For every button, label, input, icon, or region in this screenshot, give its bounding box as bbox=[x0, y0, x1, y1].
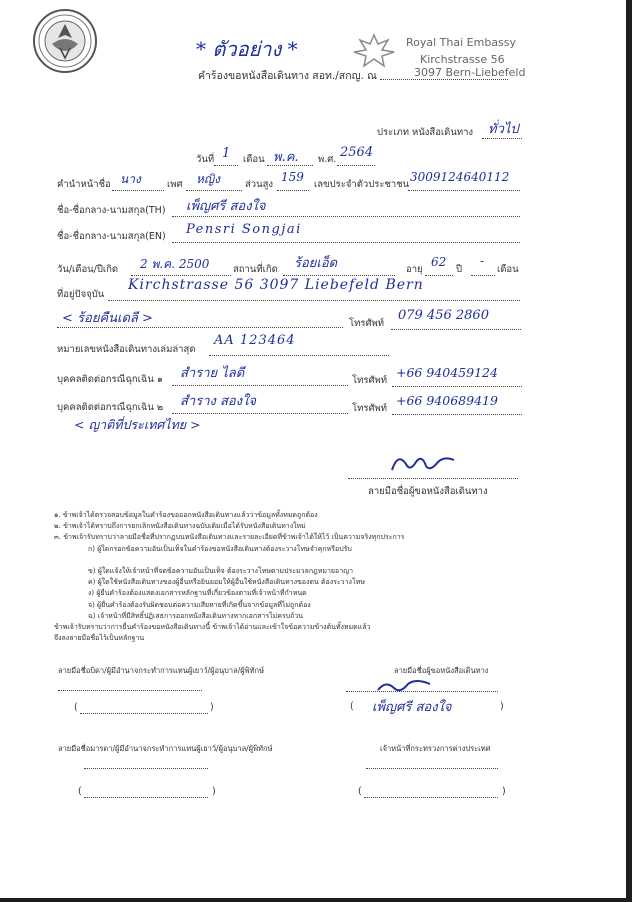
note-3f: ฉ) เจ้าหน้าที่มีสิทธิ์ปฏิเสธการออกหนังสือเดินทางหากเอกสารไม่ครบถ้วน bbox=[88, 612, 304, 620]
prefix-value: นาง bbox=[120, 172, 141, 186]
emergency1-phone-label: โทรศัพท์ bbox=[352, 375, 388, 386]
officer-signature-label: เจ้าหน้าที่กระทรวงการต่างประเทศ bbox=[380, 744, 491, 753]
month-value: พ.ค. bbox=[273, 150, 299, 165]
phone-value: 079 456 2860 bbox=[398, 308, 489, 323]
applicant-signature-bottom bbox=[374, 676, 434, 696]
age-year-unit: ปี bbox=[456, 264, 463, 275]
name-en-label: ชื่อ-ชื่อกลาง-นามสกุล(EN) bbox=[57, 231, 166, 242]
month-label: เดือน bbox=[243, 154, 265, 165]
pob-value: ร้อยเอ็ด bbox=[294, 256, 338, 271]
page-edge-right bbox=[626, 0, 632, 902]
embassy-city: 3097 Bern-Liebefeld bbox=[414, 66, 526, 79]
mother-signature-label: ลายมือชื่อมารดา/ผู้มีอำนาจกระทำการแทนผู้เยาว์/ผู้อนุบาล/ผู้พิทักษ์ bbox=[58, 744, 273, 753]
last-passport-value: AA 123464 bbox=[214, 333, 296, 348]
pob-label: สถานที่เกิด bbox=[233, 264, 278, 275]
note-3a: ก) ผู้ใดกรอกข้อความอันเป็นเท็จในคำร้องขอหนังสือเดินทางต้องระวางโทษจำคุกหรือปรับ bbox=[88, 545, 352, 553]
height-value: 159 bbox=[281, 170, 304, 184]
dob-value: 2 พ.ค. 2500 bbox=[140, 257, 210, 271]
embassy-street: Kirchstrasse 56 bbox=[420, 53, 505, 66]
emergency1-label: บุคคลติดต่อกรณีฉุกเฉิน ๑ bbox=[57, 374, 163, 385]
passport-type-value: ทั่วไป bbox=[488, 122, 519, 137]
paren-right-2: ) bbox=[500, 701, 504, 712]
emergency2-phone-label: โทรศัพท์ bbox=[352, 403, 388, 414]
paren-right-3: ) bbox=[212, 786, 216, 797]
parent-signature-label: ลายมือชื่อบิดา/ผู้มีอำนาจกระทำการแทนผู้เยาว์/ผู้อนุบาล/ผู้พิทักษ์ bbox=[58, 666, 265, 675]
note-3b: ข) ผู้ใดแจ้งให้เจ้าหน้าที่จดข้อความอันเป็นเท็จ ต้องระวางโทษตามประมวลกฎหมายอาญา bbox=[88, 567, 354, 575]
applicant-sig-label-bottom: ลายมือชื่อผู้ขอหนังสือเดินทาง bbox=[394, 666, 489, 675]
note-3c: ค) ผู้ใดใช้หนังสือเดินทางของผู้อื่นหรือยินยอมให้ผู้อื่นใช้หนังสือเดินทางของตน ต้องระวางโทษ bbox=[88, 578, 365, 586]
note-3e: จ) ผู้ยื่นคำร้องต้องรับผิดชอบต่อความเสียหายที่เกิดขึ้นจากข้อมูลที่ไม่ถูกต้อง bbox=[88, 601, 311, 609]
phone-label: โทรศัพท์ bbox=[349, 318, 385, 329]
applicant-printed-name: เพ็ญศรี สองใจ bbox=[372, 700, 452, 715]
note-3: ๓. ข้าพเจ้ารับทราบว่าลายมือชื่อที่ปรากฏบนหนังสือเดินทางและรายละเอียดที่ข้าพเจ้าได้ให้ไว้ เป็นความจริงทุกประการ bbox=[54, 533, 405, 541]
emergency1-phone: +66 940459124 bbox=[396, 365, 498, 380]
sex-value: หญิง bbox=[196, 172, 220, 186]
age-label: อายุ bbox=[406, 264, 423, 275]
emergency2-value: สำราง สองใจ bbox=[180, 394, 257, 409]
note-declaration: ข้าพเจ้ารับทราบว่าการยื่นคำร้องขอหนังสือเดินทางนี้ ข้าพเจ้าได้อ่านและเข้าใจข้อความข้างต้นทั้งหมดแล้ว bbox=[54, 623, 371, 631]
specimen-mark: * ตัวอย่าง * bbox=[196, 37, 298, 61]
thai-emblem-seal bbox=[32, 8, 98, 74]
paren-left-3: ( bbox=[78, 786, 82, 797]
emergency2-note: < ญาติที่ประเทศไทย > bbox=[74, 417, 201, 432]
embassy-name: Royal Thai Embassy bbox=[406, 36, 517, 49]
address-line2: < ร้อยคืนเดลี > bbox=[62, 311, 153, 326]
age-value: 62 bbox=[431, 255, 447, 269]
height-label: ส่วนสูง bbox=[245, 179, 274, 190]
paren-right-1: ) bbox=[210, 702, 214, 713]
note-3d: ง) ผู้ยื่นคำร้องต้องแสดงเอกสารหลักฐานที่เกี่ยวข้องตามที่เจ้าหน้าที่กำหนด bbox=[88, 589, 307, 597]
id-value: 3009124640112 bbox=[410, 170, 510, 184]
form-title: คำร้องขอหนังสือเดินทาง สอท./สกญ. ณ bbox=[198, 70, 377, 82]
page-edge-bottom bbox=[0, 898, 632, 902]
emergency1-value: สำราย ไลดี bbox=[180, 366, 245, 381]
year-value: 2564 bbox=[340, 145, 374, 160]
name-th-label: ชื่อ-ชื่อกลาง-นามสกุล(TH) bbox=[57, 205, 166, 216]
id-label: เลขประจำตัวประชาชน bbox=[314, 179, 410, 190]
name-en-value: Pensri Songjai bbox=[186, 222, 302, 237]
address-label: ที่อยู่ปัจจุบัน bbox=[57, 289, 105, 300]
note-declaration-end: จึงลงลายมือชื่อไว้เป็นหลักฐาน bbox=[54, 634, 145, 642]
day-value: 1 bbox=[222, 146, 231, 161]
emergency2-label: บุคคลติดต่อกรณีฉุกเฉิน ๒ bbox=[57, 402, 164, 413]
name-th-value: เพ็ญศรี สองใจ bbox=[186, 199, 266, 214]
note-1: ๑. ข้าพเจ้าได้ตรวจสอบข้อมูลในคำร้องขอออกหนังสือเดินทางแล้วว่าข้อมูลทั้งหมดถูกต้อง bbox=[54, 511, 318, 519]
age-month-value: - bbox=[480, 254, 485, 268]
emergency2-phone: +66 940689419 bbox=[396, 393, 498, 408]
sex-label: เพศ bbox=[167, 179, 183, 190]
day-label: วันที่ bbox=[196, 154, 215, 165]
year-label: พ.ศ. bbox=[318, 154, 337, 165]
applicant-signature-label: ลายมือชื่อผู้ขอหนังสือเดินทาง bbox=[368, 486, 488, 497]
last-passport-label: หมายเลขหนังสือเดินทางเล่มล่าสุด bbox=[57, 344, 196, 355]
paren-left-4: ( bbox=[358, 786, 362, 797]
applicant-signature bbox=[388, 448, 458, 478]
dob-label: วัน/เดือน/ปีเกิด bbox=[57, 264, 119, 275]
garuda-stamp bbox=[344, 32, 404, 70]
address-line1: Kirchstrasse 56 3097 Liebefeld Bern bbox=[128, 277, 424, 293]
paren-left-2: ( bbox=[350, 701, 354, 712]
age-month-unit: เดือน bbox=[497, 264, 519, 275]
passport-type-label: ประเภท หนังสือเดินทาง bbox=[377, 127, 474, 138]
paren-left-1: ( bbox=[74, 702, 78, 713]
prefix-label: คำนำหน้าชื่อ bbox=[57, 179, 111, 190]
note-2: ๒. ข้าพเจ้าได้ทราบถึงการยกเลิกหนังสือเดินทางฉบับเดิมเมื่อได้รับหนังสือเดินทางใหม่ bbox=[54, 522, 306, 530]
paren-right-4: ) bbox=[502, 786, 506, 797]
